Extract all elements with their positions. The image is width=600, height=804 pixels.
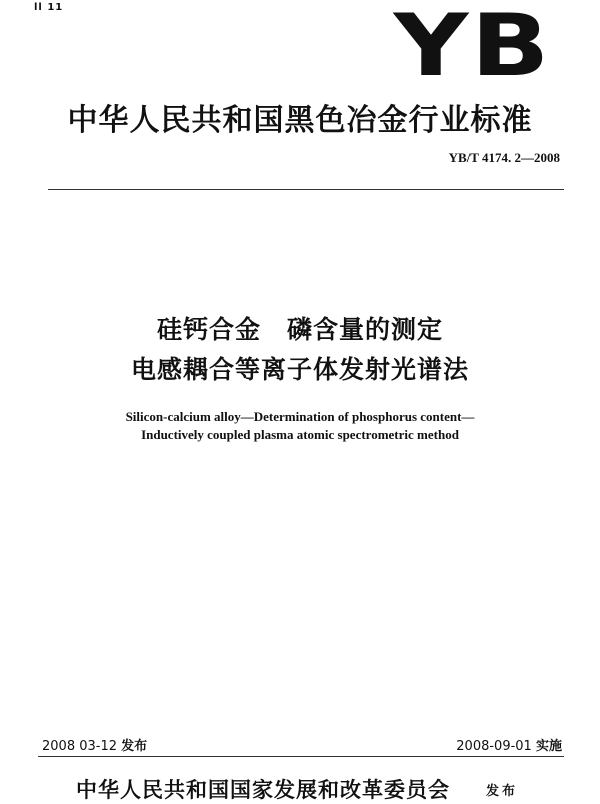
english-title-line-1: Silicon-calcium alloy—Determination of phosphorus content— <box>125 409 475 424</box>
implement-date-block <box>456 735 562 754</box>
chinese-title <box>0 310 600 390</box>
chinese-title-line-2: 电感耦合等离子体发射光谱法 <box>130 355 469 384</box>
footer-divider <box>38 756 564 758</box>
standard-number: YB/T 4174. 2—2008 <box>448 150 560 165</box>
organization-title: 中华人民共和国黑色冶金行业标准 <box>67 103 533 138</box>
english-title-line-2: Inductively coupled plasma atomic spectrometric method <box>141 427 459 442</box>
header-divider <box>48 189 564 191</box>
publish-label: 发布 <box>121 739 148 754</box>
issuer-suffix: 发布 <box>486 784 519 799</box>
english-title <box>0 408 600 444</box>
implement-date: 2008-09-01 <box>456 739 532 754</box>
chinese-title-line-1: 硅钙合金 磷含量的测定 <box>156 315 443 344</box>
issuing-authority: 中华人民共和国国家发展和改革委员会 <box>76 778 450 802</box>
ics-code: ll 11 <box>34 2 64 13</box>
publish-date-block <box>42 735 147 754</box>
implement-label: 实施 <box>535 739 562 754</box>
publish-date: 2008 03-12 <box>42 739 117 754</box>
yb-logo: YB <box>393 0 552 96</box>
